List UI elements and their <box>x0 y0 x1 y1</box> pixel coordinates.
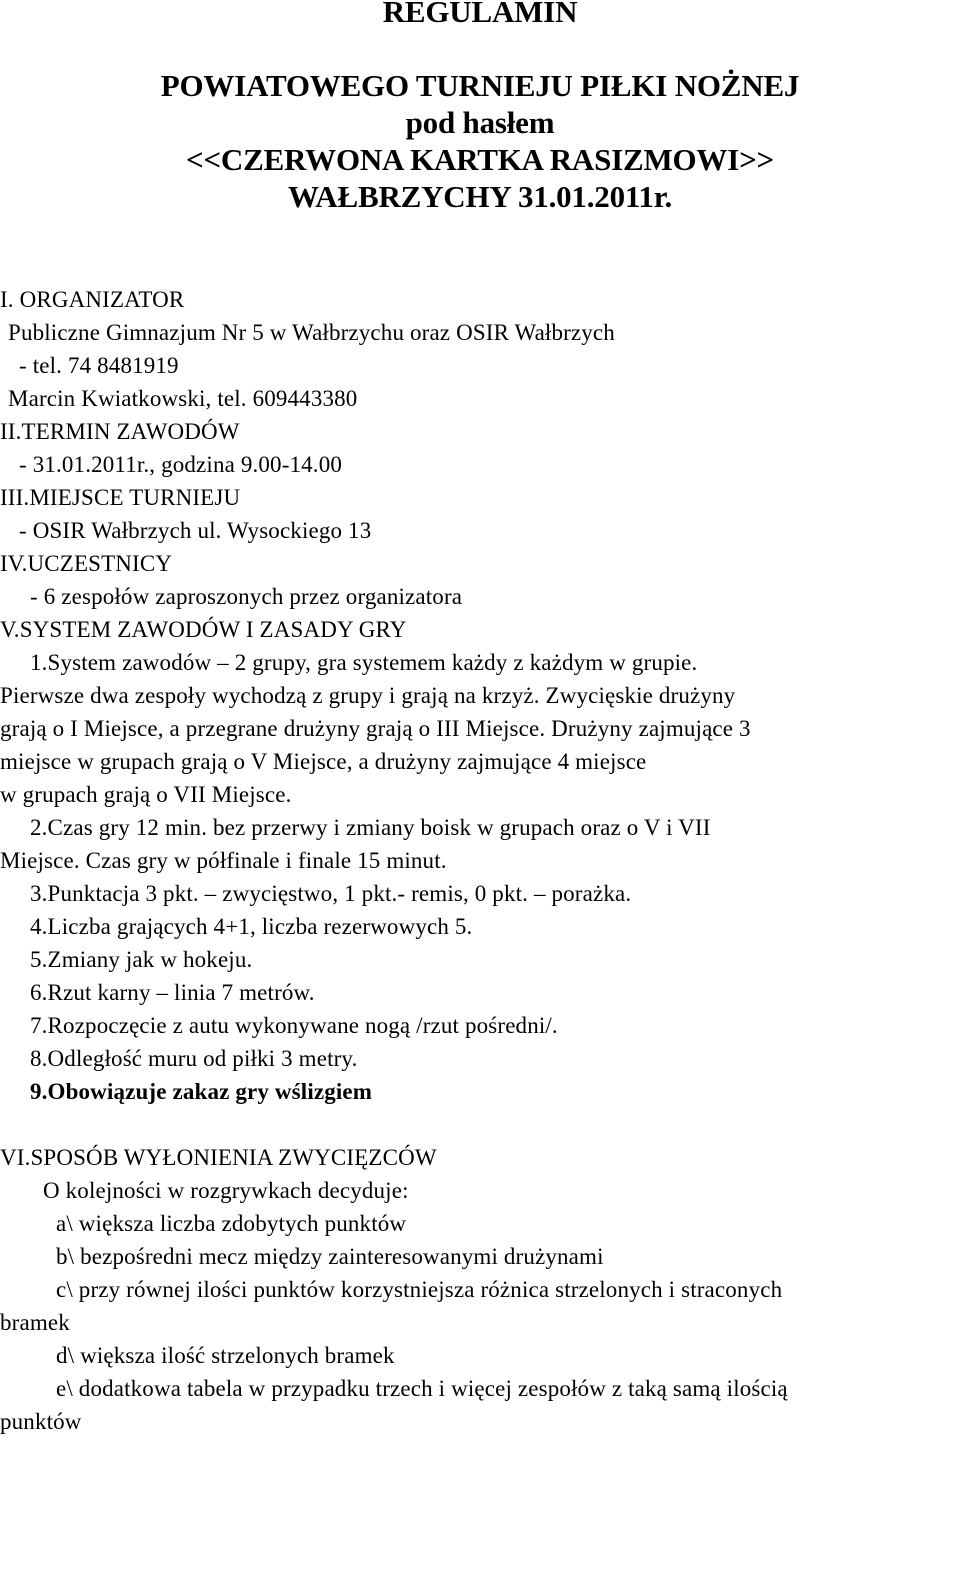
winners-intro: O kolejności w rozgrywkach decyduje: <box>43 1178 409 1203</box>
date-line: - 31.01.2011r., godzina 9.00-14.00 <box>19 452 343 477</box>
rule-1-line-1: 1.System zawodów – 2 grupy, gra systemem każdy z każdym w grupie. <box>30 650 698 675</box>
rule-6: 6.Rzut karny – linia 7 metrów. <box>30 980 315 1005</box>
criterion-a: a\ większa liczba zdobytych punktów <box>56 1211 407 1236</box>
section-heading-winners: VI.SPOSÓB WYŁONIENIA ZWYCIĘZCÓW <box>0 1145 437 1170</box>
location-date: WAŁBRZYCHY 31.01.2011r. <box>287 179 673 214</box>
motto-intro: pod hasłem <box>405 105 555 140</box>
participants-line: - 6 zespołów zaproszonych przez organizatora <box>30 584 463 609</box>
section-heading-date: II.TERMIN ZAWODÓW <box>0 419 240 444</box>
tournament-name: POWIATOWEGO TURNIEJU PIŁKI NOŻNEJ <box>160 68 800 103</box>
rule-2-line-2: Miejsce. Czas gry w półfinale i finale 15 minut. <box>0 848 447 873</box>
rule-3: 3.Punktacja 3 pkt. – zwycięstwo, 1 pkt.- remis, 0 pkt. – porażka. <box>30 881 632 906</box>
criterion-e-line-1: e\ dodatkowa tabela w przypadku trzech i więcej zespołów z taką samą ilością <box>56 1376 788 1401</box>
section-heading-system: V.SYSTEM ZAWODÓW I ZASADY GRY <box>0 617 407 642</box>
rule-1-line-2: Pierwsze dwa zespoły wychodzą z grupy i grają na krzyż. Zwycięskie drużyny <box>0 683 736 708</box>
section-heading-participants: IV.UCZESTNICY <box>0 551 173 576</box>
organizer-phone: - tel. 74 8481919 <box>19 353 179 378</box>
document-body <box>0 283 960 1438</box>
criterion-e-line-2: punktów <box>0 1409 82 1434</box>
rule-4: 4.Liczba grających 4+1, liczba rezerwowych 5. <box>30 914 473 939</box>
organizer-contact: Marcin Kwiatkowski, tel. 609443380 <box>8 386 358 411</box>
criterion-c-line-1: c\ przy równej ilości punktów korzystniejsza różnica strzelonych i straconych <box>56 1277 783 1302</box>
rule-7: 7.Rozpoczęcie z autu wykonywane nogą /rzut pośredni/. <box>30 1013 558 1038</box>
rule-5: 5.Zmiany jak w hokeju. <box>30 947 253 972</box>
document-title: REGULAMIN <box>382 0 578 29</box>
rule-1-line-4: miejsce w grupach grają o V Miejsce, a drużyny zajmujące 4 miejsce <box>0 749 647 774</box>
criterion-b: b\ bezpośredni mecz między zainteresowanymi drużynami <box>56 1244 604 1269</box>
motto: <<CZERWONA KARTKA RASIZMOWI>> <box>185 142 775 177</box>
rule-8: 8.Odległość muru od piłki 3 metry. <box>30 1046 358 1071</box>
rule-1-line-5: w grupach grają o VII Miejsce. <box>0 782 292 807</box>
rule-9: 9.Obowiązuje zakaz gry wślizgiem <box>30 1079 373 1104</box>
spacer <box>0 1108 960 1141</box>
rule-1-line-3: grają o I Miejsce, a przegrane drużyny grają o III Miejsce. Drużyny zajmujące 3 <box>0 716 751 741</box>
section-heading-organizer: I. ORGANIZATOR <box>0 287 185 312</box>
rule-2-line-1: 2.Czas gry 12 min. bez przerwy i zmiany boisk w grupach oraz o V i VII <box>30 815 711 840</box>
organizer-line: Publiczne Gimnazjum Nr 5 w Wałbrzychu oraz OSIR Wałbrzych <box>8 320 615 345</box>
criterion-d: d\ większa ilość strzelonych bramek <box>56 1343 395 1368</box>
section-heading-venue: III.MIEJSCE TURNIEJU <box>0 485 241 510</box>
criterion-c-line-2: bramek <box>0 1310 70 1335</box>
venue-line: - OSIR Wałbrzych ul. Wysockiego 13 <box>19 518 372 543</box>
